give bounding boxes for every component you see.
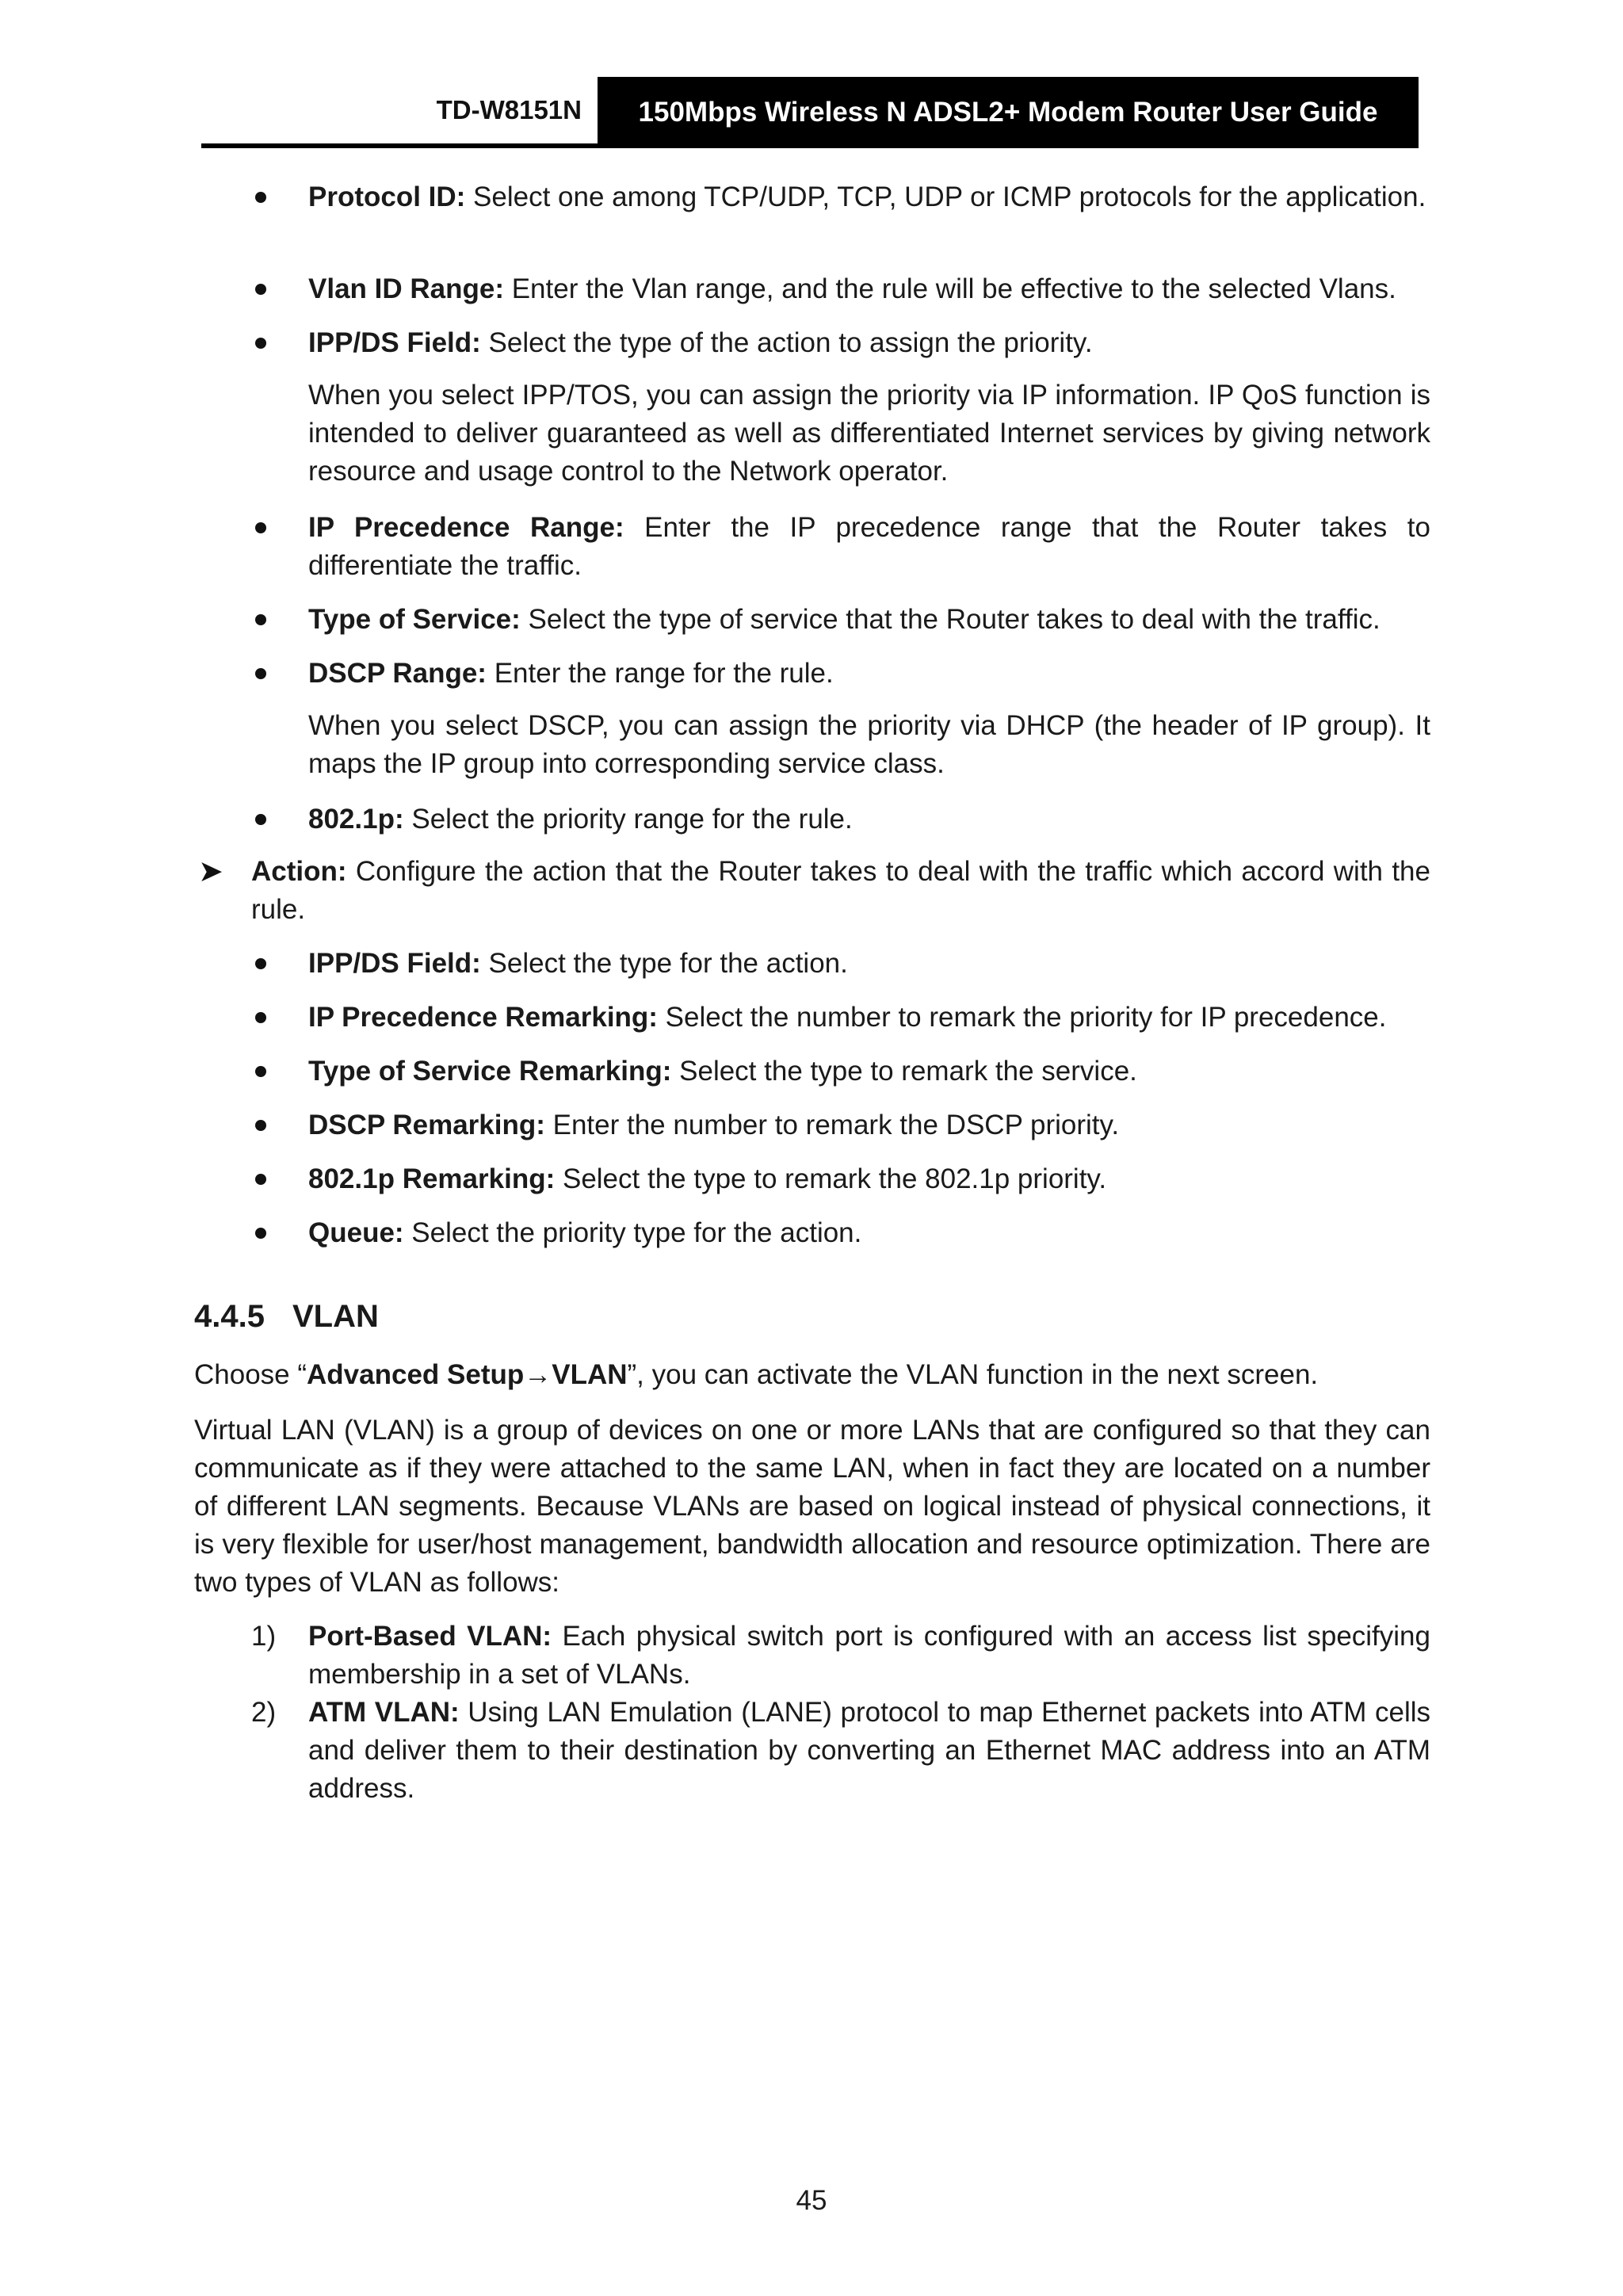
item-term: IP Precedence Remarking: xyxy=(308,1002,658,1033)
item-text: Configure the action that the Router takes to deal with the traffic which accord with the rule. xyxy=(251,856,1430,925)
section-number: 4.4.5 xyxy=(194,1299,265,1334)
item-term: Type of Service Remarking: xyxy=(308,1056,672,1087)
section-intro xyxy=(194,1356,1430,1394)
item-term: IP Precedence Range: xyxy=(308,512,624,543)
item-term: IPP/DS Field: xyxy=(308,948,481,979)
item-text: Enter the number to remark the DSCP priority. xyxy=(544,1110,1120,1140)
item-text: Each physical switch port is configured with an access list specifying membership in a set of VLANs. xyxy=(308,1621,1430,1690)
section-title: VLAN xyxy=(292,1299,379,1334)
bullet-icon xyxy=(255,614,266,625)
list-item-atm-vlan xyxy=(308,1694,1430,1808)
item-8021p xyxy=(308,800,1430,839)
section-heading xyxy=(194,1297,379,1335)
item-text: Select the priority type for the action. xyxy=(403,1217,862,1248)
item-text: Select one among TCP/UDP, TCP, UDP or ICMP protocols for the application. xyxy=(465,181,1426,212)
bullet-icon xyxy=(255,1012,266,1023)
list-item-port-based-vlan xyxy=(308,1618,1430,1694)
item-text: Enter the range for the rule. xyxy=(486,658,834,689)
item-text: Select the number to remark the priority for IP precedence. xyxy=(657,1002,1387,1033)
item-queue xyxy=(308,1214,1430,1252)
bullet-icon xyxy=(255,192,266,203)
header-rule xyxy=(201,143,1419,148)
item-ip-precedence-range xyxy=(308,509,1430,585)
bullet-icon xyxy=(255,1066,266,1077)
item-vlan-id-range xyxy=(308,270,1430,308)
item-8021p-remarking xyxy=(308,1160,1430,1198)
bullet-icon xyxy=(255,814,266,825)
item-term: IPP/DS Field: xyxy=(308,327,481,358)
intro-prefix: Choose “ xyxy=(194,1359,307,1390)
list-number: 1) xyxy=(251,1621,277,1652)
section-paragraph: Virtual LAN (VLAN) is a group of devices on one or more LANs that are configured so that they can communicate as if they were attached to the same LAN, when in fact they are located on a number of different LAN segments. Because VLANs are based on logical instead of physical connections, it is very flexible for user/host management, bandwidth allocation and resource optimization. There are two types of VLAN as follows: xyxy=(194,1415,1430,1598)
item-term: 802.1p Remarking: xyxy=(308,1163,556,1194)
item-text: Using LAN Emulation (LANE) protocol to map Ethernet packets into ATM cells and deliver them to their destination by converting an Ethernet MAC address into an ATM address. xyxy=(308,1697,1430,1804)
bullet-icon xyxy=(255,668,266,679)
bullet-icon xyxy=(255,1228,266,1239)
item-text: Select the type for the action. xyxy=(480,948,848,979)
item-protocol-id xyxy=(308,178,1430,216)
item-text: Enter the Vlan range, and the rule will be effective to the selected Vlans. xyxy=(503,273,1396,304)
item-type-of-service xyxy=(308,601,1430,639)
item-term: DSCP Range: xyxy=(308,658,487,689)
item-dscp-range xyxy=(308,655,1430,693)
bullet-icon xyxy=(255,338,266,349)
item-text: Select the priority range for the rule. xyxy=(403,804,853,835)
item-text: Select the type of the action to assign the priority. xyxy=(480,327,1093,358)
page-number: 45 xyxy=(796,2185,827,2216)
header-model: TD-W8151N xyxy=(436,95,582,124)
item-dscp-remarking xyxy=(308,1106,1430,1144)
item-term: Port-Based VLAN: xyxy=(308,1621,552,1652)
item-action-ipp-ds-field xyxy=(308,945,1430,983)
bullet-icon xyxy=(255,522,266,533)
item-term: Action: xyxy=(251,856,347,887)
intro-suffix: ”, you can activate the VLAN function in the next screen. xyxy=(627,1359,1319,1390)
list-number: 2) xyxy=(251,1697,277,1728)
page-header xyxy=(201,77,1419,148)
item-text: Select the type to remark the 802.1p priority. xyxy=(555,1163,1107,1194)
dscp-note: When you select DSCP, you can assign the priority via DHCP (the header of IP group). It maps the IP group into corresponding service class. xyxy=(308,710,1430,779)
item-term: Vlan ID Range: xyxy=(308,273,504,304)
header-title: 150Mbps Wireless N ADSL2+ Modem Router User Guide xyxy=(598,77,1419,148)
item-term: 802.1p: xyxy=(308,804,404,835)
bullet-icon xyxy=(255,1174,266,1185)
item-ip-precedence-remarking xyxy=(308,999,1430,1037)
ipp-tos-note: When you select IPP/TOS, you can assign the priority via IP information. IP QoS function is intended to deliver guaranteed as well as differentiated Internet services by giving network resource and usage control to the Network operator. xyxy=(308,380,1430,487)
item-tos-remarking xyxy=(308,1052,1430,1091)
bullet-icon xyxy=(255,284,266,295)
item-term: Protocol ID: xyxy=(308,181,466,212)
item-term: Queue: xyxy=(308,1217,404,1248)
menu-path: Advanced Setup→VLAN xyxy=(307,1359,628,1390)
item-action xyxy=(251,853,1430,929)
item-term: DSCP Remarking: xyxy=(308,1110,545,1140)
item-text: Select the type of service that the Router takes to deal with the traffic. xyxy=(520,604,1381,635)
bullet-icon xyxy=(255,958,266,969)
arrow-bullet-icon: ➤ xyxy=(198,855,223,888)
item-term: Type of Service: xyxy=(308,604,521,635)
item-ipp-ds-field xyxy=(308,324,1430,362)
item-text: Select the type to remark the service. xyxy=(671,1056,1137,1087)
item-text: Enter the IP precedence range that the Router takes to differentiate the traffic. xyxy=(308,512,1430,581)
bullet-icon xyxy=(255,1120,266,1131)
item-term: ATM VLAN: xyxy=(308,1697,460,1728)
